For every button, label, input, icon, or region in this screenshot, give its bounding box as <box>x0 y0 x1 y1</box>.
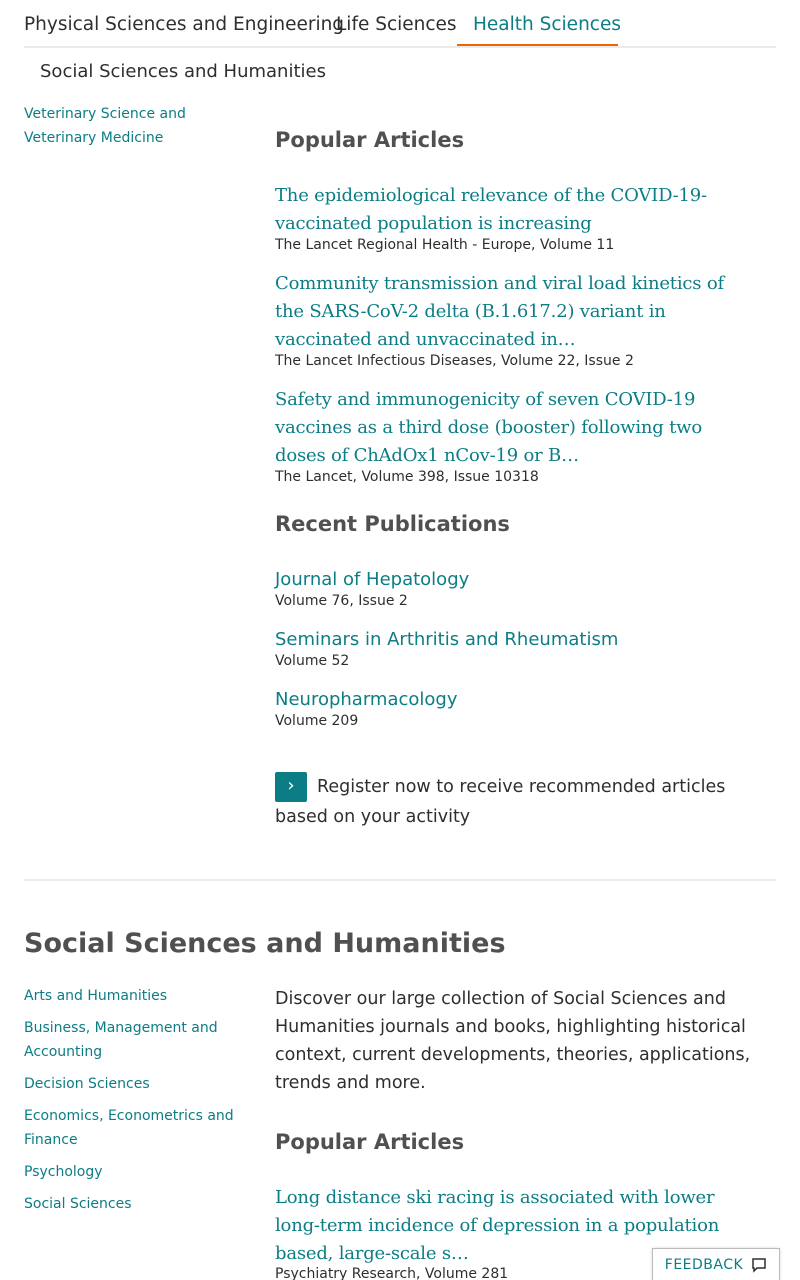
tab-physical-sciences[interactable]: Physical Sciences and Engineering <box>24 14 345 35</box>
article-link[interactable]: Safety and immunogenicity of seven COVID-19 vaccines as a third dose (booster) following two doses of ChAdOx1 nCov-19 or B… <box>275 389 702 466</box>
article-link[interactable]: The epidemiological relevance of the COVID-19-vaccinated population is increasing <box>275 185 707 234</box>
section-divider <box>24 879 776 881</box>
chevron-right-icon[interactable]: › <box>275 772 307 802</box>
sidebar-item-social-sciences[interactable]: Social Sciences <box>24 1196 132 1212</box>
article-link[interactable]: Long distance ski racing is associated with lower long-term incidence of depression in a population based, large-scale s… <box>275 1187 720 1264</box>
sidebar-item-decision-sciences[interactable]: Decision Sciences <box>24 1076 150 1092</box>
article-link[interactable]: Community transmission and viral load kinetics of the SARS-CoV-2 delta (B.1.617.2) variant in vaccinated and unvaccinated in… <box>275 273 724 350</box>
active-tab-indicator <box>457 44 618 46</box>
sidebar-item-economics[interactable]: Economics, Econometrics and Finance <box>24 1108 234 1148</box>
publication-link[interactable]: Neuropharmacology <box>275 689 458 710</box>
tab-health-sciences[interactable]: Health Sciences <box>473 14 621 35</box>
speech-bubble-icon <box>751 1257 767 1273</box>
article-meta: The Lancet Infectious Diseases, Volume 22, Issue 2 <box>275 353 634 369</box>
discipline-tabs <box>24 0 776 48</box>
article-meta: The Lancet Regional Health - Europe, Volume 11 <box>275 237 615 253</box>
publication-meta: Volume 209 <box>275 713 359 729</box>
register-prompt[interactable] <box>275 772 775 832</box>
publication-meta: Volume 52 <box>275 653 350 669</box>
sidebar-item-veterinary[interactable]: Veterinary Science and Veterinary Medicine <box>24 106 186 146</box>
sidebar-item-business[interactable]: Business, Management and Accounting <box>24 1020 218 1060</box>
section-description: Discover our large collection of Social Sciences and Humanities journals and books, highlighting historical context, current developments, theories, applications, trends and more. <box>275 989 751 1093</box>
recent-publications-heading: Recent Publications <box>275 512 510 536</box>
tab-social-sciences[interactable]: Social Sciences and Humanities <box>40 61 326 82</box>
article-meta: Psychiatry Research, Volume 281 <box>275 1266 509 1280</box>
popular-articles-heading: Popular Articles <box>275 128 465 152</box>
sidebar-item-psychology[interactable]: Psychology <box>24 1164 103 1180</box>
publication-link[interactable]: Journal of Hepatology <box>275 569 470 590</box>
article-meta: The Lancet, Volume 398, Issue 10318 <box>275 469 539 485</box>
register-text: Register now to receive recommended articles based on your activity <box>275 777 726 827</box>
tab-life-sciences[interactable]: Life Sciences <box>336 14 457 35</box>
publication-meta: Volume 76, Issue 2 <box>275 593 408 609</box>
sidebar-item-arts-humanities[interactable]: Arts and Humanities <box>24 988 168 1004</box>
popular-articles-heading: Popular Articles <box>275 1130 465 1154</box>
feedback-label: FEEDBACK <box>664 1256 744 1273</box>
feedback-button[interactable] <box>652 1248 780 1280</box>
section-heading-social-sciences: Social Sciences and Humanities <box>24 928 506 959</box>
publication-link[interactable]: Seminars in Arthritis and Rheumatism <box>275 629 619 650</box>
